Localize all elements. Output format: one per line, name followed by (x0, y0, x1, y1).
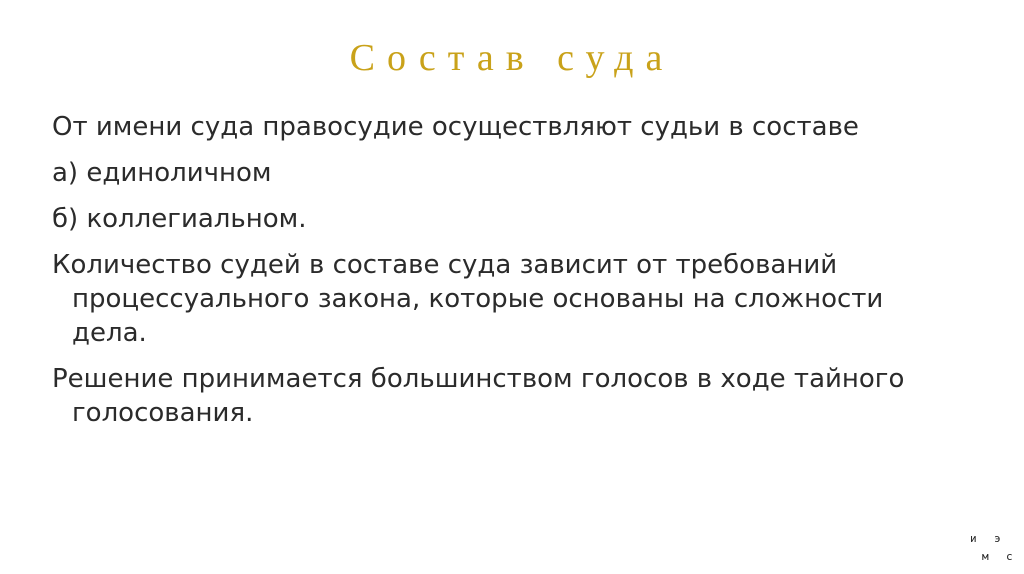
paragraph-option-b: б) коллегиальном. (52, 204, 307, 234)
paragraph-judges-count: Количество судей в составе суда зависит от требований процессуального закона, которые основаны на сложности дела. (52, 250, 884, 348)
paragraph-intro: От имени суда правосудие осуществляют судьи в составе (52, 112, 859, 142)
paragraph-option-a: а) единоличном (52, 158, 272, 188)
paragraph-decision: Решение принимается большинством голосов в ходе тайного голосования. (52, 364, 905, 428)
logo-letter-1: и (970, 532, 977, 545)
logo (958, 528, 1018, 568)
slide-body (52, 110, 932, 442)
logo-letter-4: с (1006, 550, 1013, 563)
slide-title: Состав суда (349, 37, 675, 79)
logo-letter-3: м (982, 550, 989, 563)
logo-letter-2: э (994, 532, 1001, 545)
